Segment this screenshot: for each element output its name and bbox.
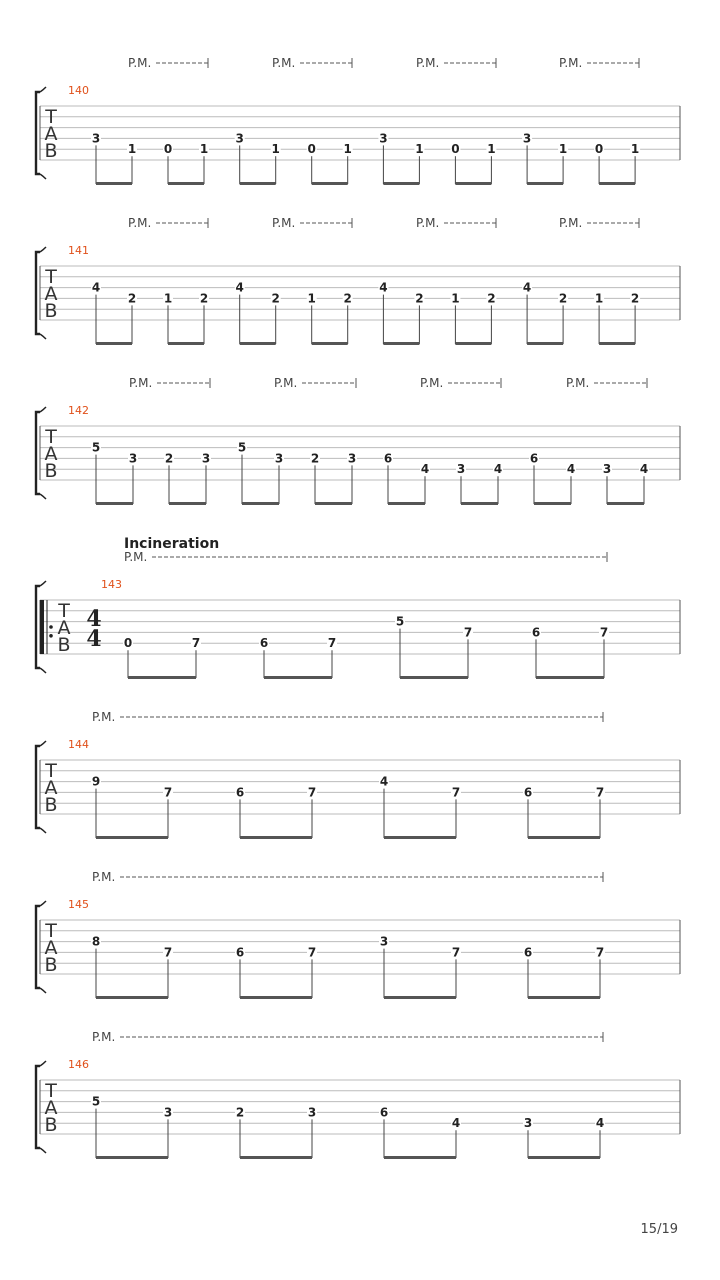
note-beam [455, 182, 491, 185]
note-beam [312, 342, 348, 345]
note-beam [312, 182, 348, 185]
fret-number: 3 [379, 934, 389, 949]
tab-clef-letter-t: T [45, 1080, 57, 1102]
bracket-hook-bottom [40, 494, 46, 499]
note-beam [264, 676, 332, 679]
fret-number: 3 [456, 462, 466, 477]
fret-number: 1 [451, 291, 460, 306]
fret-number: 7 [599, 625, 609, 640]
note-beam [128, 676, 196, 679]
time-signature-bottom: 4 [86, 626, 102, 652]
tab-clef-letter-b: B [44, 300, 58, 322]
fret-number: 7 [163, 785, 173, 800]
tab-clef-letter-t: T [45, 266, 57, 288]
fret-number: 7 [307, 945, 317, 960]
section-title: Incineration [124, 536, 220, 552]
fret-number: 7 [451, 785, 461, 800]
bracket-hook-bottom [40, 668, 46, 673]
fret-number: 6 [523, 785, 533, 800]
fret-number: 7 [327, 636, 337, 651]
fret-number: 5 [237, 440, 247, 455]
fret-number: 2 [630, 291, 640, 306]
fret-number: 4 [522, 280, 532, 295]
tab-clef-letter-b: B [44, 954, 58, 976]
tab-clef-letter-t: T [45, 426, 57, 448]
fret-number: 3 [523, 1116, 533, 1131]
note-beam [607, 502, 644, 505]
tab-clef-letter-a: A [44, 1097, 58, 1119]
fret-number: 4 [235, 280, 244, 295]
note-beam [96, 182, 132, 185]
note-beam [315, 502, 352, 505]
fret-number: 6 [529, 451, 539, 466]
note-beam [240, 342, 276, 345]
palm-mute-label: P.M. [92, 870, 116, 884]
page-number: 15/19 [640, 1222, 678, 1237]
bracket-hook-bottom [40, 828, 46, 833]
note-beam [96, 996, 168, 999]
fret-number: 1 [415, 142, 424, 157]
fret-number: 1 [594, 291, 604, 306]
note-beam [527, 342, 563, 345]
fret-number: 5 [395, 614, 405, 629]
fret-number: 4 [420, 462, 430, 477]
fret-number: 6 [531, 625, 541, 640]
palm-mute-label: P.M. [92, 710, 116, 724]
note-beam [96, 342, 132, 345]
fret-number: 1 [630, 142, 640, 157]
fret-number: 2 [310, 451, 320, 466]
system-bracket [36, 252, 40, 334]
fret-number: 4 [91, 280, 101, 295]
bracket-hook-bottom [40, 334, 46, 339]
time-signature-top: 4 [86, 606, 102, 632]
palm-mute-label: P.M. [566, 376, 590, 390]
fret-number: 6 [379, 1105, 389, 1120]
system-bracket [36, 412, 40, 494]
system-bracket [36, 1066, 40, 1148]
palm-mute-label: P.M. [416, 216, 440, 230]
system-bracket [36, 92, 40, 174]
note-beam [96, 502, 133, 505]
tab-clef-letter-a: A [44, 777, 58, 799]
fret-number: 2 [343, 291, 352, 306]
note-beam [400, 676, 468, 679]
fret-number: 3 [379, 131, 388, 146]
palm-mute-label: P.M. [559, 56, 583, 70]
fret-number: 2 [271, 291, 280, 306]
note-beam [240, 1156, 312, 1159]
tab-clef-letter-b: B [44, 1114, 58, 1136]
measure-number: 144 [68, 738, 89, 751]
fret-number: 4 [451, 1116, 461, 1131]
measure-number: 142 [68, 404, 89, 417]
fret-number: 1 [163, 291, 173, 306]
palm-mute-label: P.M. [416, 56, 440, 70]
fret-number: 7 [307, 785, 317, 800]
bracket-hook-top [40, 247, 46, 252]
repeat-thick-bar [40, 600, 44, 654]
fret-number: 6 [259, 636, 269, 651]
fret-number: 4 [595, 1116, 605, 1131]
repeat-dot [49, 634, 53, 638]
fret-number: 1 [558, 142, 568, 157]
note-beam [461, 502, 498, 505]
fret-number: 4 [639, 462, 649, 477]
fret-number: 1 [343, 142, 352, 157]
fret-number: 6 [523, 945, 533, 960]
palm-mute-label: P.M. [272, 216, 296, 230]
bracket-hook-bottom [40, 988, 46, 993]
fret-number: 3 [274, 451, 284, 466]
fret-number: 2 [415, 291, 424, 306]
fret-number: 3 [91, 131, 101, 146]
fret-number: 4 [379, 774, 389, 789]
note-beam [527, 182, 563, 185]
bracket-hook-top [40, 741, 46, 746]
fret-number: 2 [235, 1105, 245, 1120]
tab-clef-letter-t: T [45, 920, 57, 942]
palm-mute-label: P.M. [128, 56, 152, 70]
fret-number: 5 [91, 1094, 101, 1109]
note-beam [599, 342, 635, 345]
note-beam [96, 836, 168, 839]
fret-number: 3 [201, 451, 211, 466]
measure-number: 145 [68, 898, 89, 911]
tab-clef-letter-a: A [44, 283, 58, 305]
note-beam [240, 996, 312, 999]
system-bracket [36, 586, 40, 668]
fret-number: 3 [602, 462, 612, 477]
note-beam [169, 502, 206, 505]
fret-number: 3 [307, 1105, 317, 1120]
note-beam [536, 676, 604, 679]
tab-clef-letter-a: A [44, 123, 58, 145]
fret-number: 8 [91, 934, 101, 949]
tab-clef-letter-t: T [45, 106, 57, 128]
fret-number: 2 [199, 291, 209, 306]
note-beam [534, 502, 571, 505]
note-beam [384, 1156, 456, 1159]
note-beam [384, 836, 456, 839]
bracket-hook-top [40, 1061, 46, 1066]
bracket-hook-top [40, 407, 46, 412]
fret-number: 0 [307, 142, 316, 157]
fret-number: 7 [163, 945, 173, 960]
bracket-hook-bottom [40, 174, 46, 179]
fret-number: 3 [347, 451, 357, 466]
note-beam [168, 342, 204, 345]
note-beam [528, 836, 600, 839]
fret-number: 4 [566, 462, 576, 477]
tab-clef-letter-t: T [58, 600, 70, 622]
tab-clef-letter-b: B [44, 140, 58, 162]
note-beam [528, 1156, 600, 1159]
palm-mute-label: P.M. [272, 56, 296, 70]
fret-number: 2 [127, 291, 137, 306]
fret-number: 9 [91, 774, 101, 789]
note-beam [240, 182, 276, 185]
fret-number: 7 [191, 636, 201, 651]
tab-clef-letter-a: A [44, 443, 58, 465]
fret-number: 7 [595, 945, 605, 960]
system-bracket [36, 746, 40, 828]
bracket-hook-top [40, 581, 46, 586]
note-beam [96, 1156, 168, 1159]
fret-number: 7 [595, 785, 605, 800]
fret-number: 6 [235, 785, 245, 800]
measure-number: 140 [68, 84, 89, 97]
tab-clef-letter-b: B [57, 634, 71, 656]
palm-mute-label: P.M. [128, 216, 152, 230]
fret-number: 2 [558, 291, 568, 306]
tab-clef-letter-a: A [57, 617, 71, 639]
fret-number: 2 [487, 291, 496, 306]
tab-clef-letter-a: A [44, 937, 58, 959]
fret-number: 7 [463, 625, 473, 640]
palm-mute-label: P.M. [420, 376, 444, 390]
fret-number: 0 [594, 142, 604, 157]
fret-number: 7 [451, 945, 461, 960]
measure-number: 141 [68, 244, 89, 257]
fret-number: 0 [451, 142, 460, 157]
fret-number: 1 [199, 142, 209, 157]
note-beam [240, 836, 312, 839]
fret-number: 1 [271, 142, 280, 157]
tab-clef-letter-b: B [44, 460, 58, 482]
system-bracket [36, 906, 40, 988]
fret-number: 3 [163, 1105, 173, 1120]
bracket-hook-top [40, 87, 46, 92]
fret-number: 0 [123, 636, 133, 651]
palm-mute-label: P.M. [92, 1030, 116, 1044]
palm-mute-label: P.M. [124, 550, 148, 564]
fret-number: 6 [235, 945, 245, 960]
note-beam [599, 182, 635, 185]
tab-clef-letter-t: T [45, 760, 57, 782]
note-beam [242, 502, 279, 505]
fret-number: 3 [128, 451, 138, 466]
repeat-dot [49, 625, 53, 629]
note-beam [528, 996, 600, 999]
measure-number: 143 [101, 578, 122, 591]
measure-number: 146 [68, 1058, 89, 1071]
note-beam [383, 182, 419, 185]
palm-mute-label: P.M. [559, 216, 583, 230]
bracket-hook-bottom [40, 1148, 46, 1153]
note-beam [168, 182, 204, 185]
fret-number: 4 [379, 280, 388, 295]
note-beam [384, 996, 456, 999]
note-beam [388, 502, 425, 505]
tab-clef-letter-b: B [44, 794, 58, 816]
fret-number: 1 [127, 142, 137, 157]
note-beam [383, 342, 419, 345]
fret-number: 5 [91, 440, 101, 455]
fret-number: 4 [493, 462, 503, 477]
fret-number: 2 [164, 451, 174, 466]
fret-number: 6 [383, 451, 393, 466]
fret-number: 3 [522, 131, 532, 146]
fret-number: 3 [235, 131, 244, 146]
palm-mute-label: P.M. [274, 376, 298, 390]
bracket-hook-top [40, 901, 46, 906]
fret-number: 1 [487, 142, 496, 157]
fret-number: 1 [307, 291, 316, 306]
fret-number: 0 [163, 142, 173, 157]
palm-mute-label: P.M. [129, 376, 153, 390]
note-beam [455, 342, 491, 345]
